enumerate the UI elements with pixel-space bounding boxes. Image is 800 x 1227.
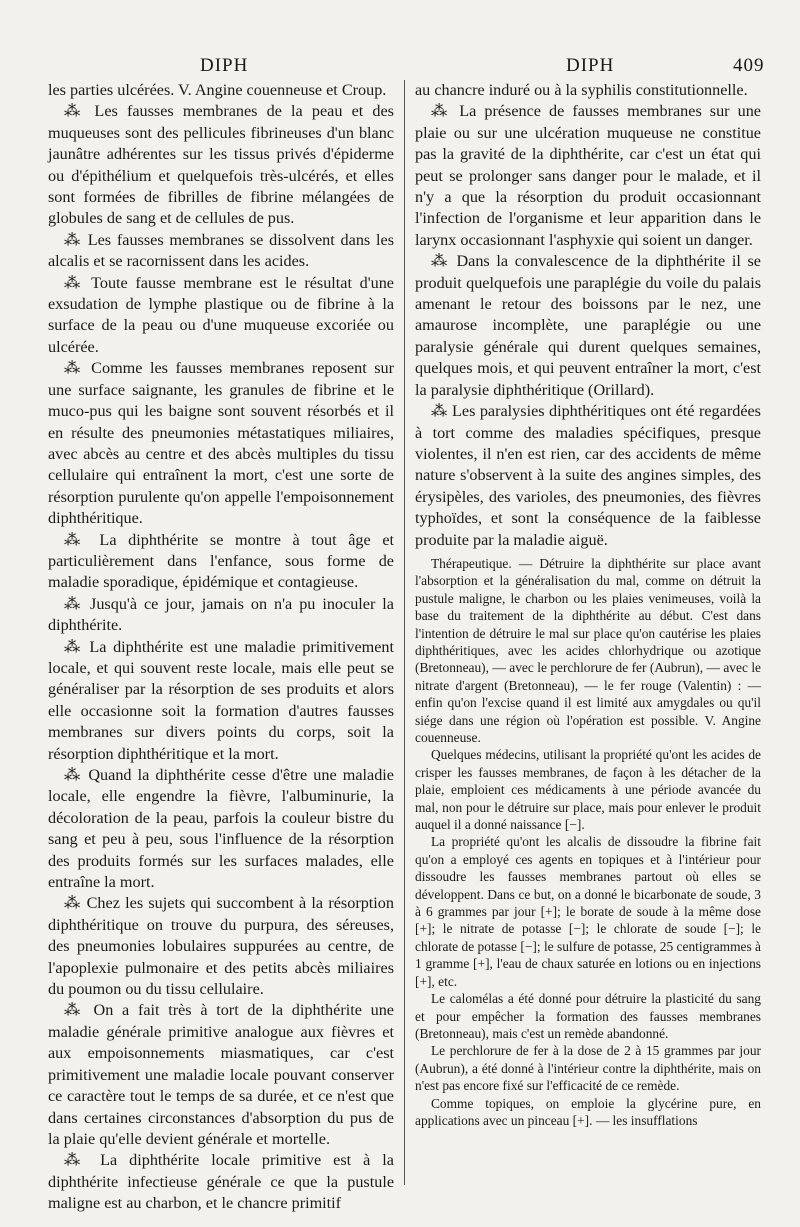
paragraph: ⁂ La diphthérite est une maladie primitivement locale, et qui souvent reste locale, mais elle peut se généraliser par la résorption de ses produits et alors elle occasionne soit la formation d'autres fausses membranes sur divers points du corps, soit la résorption diphthéritique et la mort.	[48, 637, 394, 763]
paragraph: ⁂ Dans la convalescence de la diphthérite il se produit quelquefois une paraplégie du voile du palais amenant le retour des boissons par le nez, une amaurose incomplète, une paraplégie ou une paralysie générale qui durent quelques semaines, quelques mois, et qui peuvent entraîner la mort, c'est la paralysie diphthéritique (Orillard).	[415, 252, 761, 399]
paragraph: ⁂ La présence de fausses membranes sur une plaie ou sur une ulcération muqueuse ne constitue pas la gravité de la diphthérite, car c'est un état qui peut se prolonger sans danger pour le malade, et il n'y a que la résorption du produit occasionnant l'infection de l'organisme et leur apparition dans le larynx occasionnant l'asphyxie qui soient un danger.	[415, 102, 761, 249]
paragraph: ⁂ Les fausses membranes de la peau et des muqueuses sont des pellicules fibrineuses d'un blanc jaunâtre adhérentes sur les tissus privés d'épiderme ou d'épithélium et quelquefois très-ulcérés, et elles sont formées de fibrilles de fibrine mélangées de globules de sang et de cellules de pus.	[48, 102, 394, 228]
paragraph: les parties ulcérées. V. Angine couenneuse et Croup.	[48, 81, 387, 99]
paragraph: ⁂ La diphthérite se montre à tout âge et particulièrement dans l'enfance, sous forme de maladie sporadique, épidémique et contagieuse.	[48, 530, 394, 592]
paragraph: ⁂ Chez les sujets qui succombent à la résorption diphthéritique on trouve du purpura, des séreuses, des pneumonies lobulaires suppurées au centre, de l'apoplexie pulmonaire et des petits abcès miliaires du poumon ou du tissu cellulaire.	[48, 894, 394, 999]
left-column	[48, 80, 394, 1215]
paragraph: ⁂ Les fausses membranes se dissolvent dans les alcalis et se racornissent dans les acides.	[48, 230, 394, 271]
paragraph: ⁂ Jusqu'à ce jour, jamais on n'a pu inoculer la diphthérite.	[48, 594, 394, 635]
paragraph: ⁂ La diphthérite locale primitive est à la diphthérite infectieuse générale ce que la pustule maligne est au charbon, et le chancre primitif	[48, 1151, 394, 1213]
paragraph: Comme topiques, on emploie la glycérine pure, en applications avec un pinceau [+]. — les insufflations	[415, 1095, 761, 1128]
column-divider	[404, 80, 405, 1185]
paragraph: La propriété qu'ont les alcalis de dissoudre la fibrine fait qu'on a employé ces agents en topiques et à l'intérieur pour dissoudre les fausses membranes partout où elles se développent. Dans ce but, on a donné le bicarbonate de soude, 3 à 6 grammes par jour [+]; le borate de soude à la même dose [+]; le nitrate de potasse [−]; le chlorate de soude [−]; le chlorate de potasse [−]; le sulfure de potasse, 25 centigrammes à 1 gramme [+], l'eau de chaux saturée en lotions ou en injections [+], etc.	[415, 834, 761, 989]
paragraph: ⁂ On a fait très à tort de la diphthérite une maladie générale primitive analogue aux fièvres et aux empoisonnements miasmatiques, car c'est primitivement une maladie locale pouvant conserver ce caractère tout le temps de sa durée, et ce n'est que dans certaines circonstances d'absorption du pus de la plaie qu'elle devient générale et mortelle.	[48, 1001, 394, 1148]
paragraph: ⁂ Quand la diphthérite cesse d'être une maladie locale, elle engendre la fièvre, l'albuminurie, la décoloration de la peau, parfois la couleur bistre du sang et peu à peu, sous l'influence de la résorption des produits formés sur les surfaces malades, elle entraîne la mort.	[48, 766, 394, 892]
paragraph: ⁂ Comme les fausses membranes reposent sur une surface saignante, les granules de fibrine et le muco-pus qui les baigne sont souvent résorbés et il en résulte des pneumonies métastatiques miliaires, avec abcès au centre et des abcès multiples du tissu cellulaire qui entraînent la mort, c'est une sorte de résorption purulente qu'on appelle l'empoisonnement diphthéritique.	[48, 359, 394, 528]
running-head-right: DIPH	[566, 55, 615, 76]
paragraph: au chancre induré ou à la syphilis constitutionnelle.	[415, 81, 748, 99]
running-head-left: DIPH	[200, 55, 249, 76]
paragraph: Le calomélas a été donné pour détruire la plasticité du sang et pour empêcher la formation des fausses membranes (Bretonneau), mais c'est un remède abandonné.	[415, 991, 761, 1041]
paragraph: Quelques médecins, utilisant la propriété qu'ont les acides de crisper les fausses membranes, de façon à les détacher de la plaie, emploient ces médicaments à une période avancée du mal, non pour le détruire sur place, mais pour enlever le produit auquel il a donné naissance [−].	[415, 747, 761, 833]
paragraph: ⁂ Toute fausse membrane est le résultat d'une exsudation de lymphe plastique ou de fibrine à la surface de la peau ou d'une muqueuse excoriée ou ulcérée.	[48, 273, 394, 356]
page-number: 409	[733, 55, 765, 76]
therapeutics-paragraph: Thérapeutique. — Détruire la diphthérite sur place avant l'absorption et la généralisation du mal, comme on détruit la pustule maligne, le charbon ou les plaies venimeuses, voilà la base du traitement de la diphthérite au début. C'est dans l'intention de détruire le mal sur place qu'on cautérise les plaies diphthéritiques, avec les acides chlorhydrique ou azotique (Bretonneau), — avec le perchlorure de fer (Aubrun), — avec le nitrate d'argent (Bretonneau), — le fer rouge (Valentin) : — enfin qu'on l'excise quand il est limité aux amygdales ou qu'il siége dans une région où l'opération est possible. V. Angine couenneuse.	[415, 555, 761, 745]
right-column	[415, 80, 761, 1129]
paragraph: Le perchlorure de fer à la dose de 2 à 15 grammes par jour (Aubrun), a été donné à l'intérieur contre la diphthérite, mais on n'est pas encore fixé sur l'efficacité de ce remède.	[415, 1043, 761, 1094]
paragraph: ⁂ Les paralysies diphthéritiques ont été regardées à tort comme des maladies spécifiques, presque violentes, il n'en est rien, car des accidents de même nature s'observent à la suite des angines simples, des érysipèles, des varioles, des pneumonies, des fièvres typhoïdes, et sont la conséquence de la faiblesse produite par la maladie aiguë.	[415, 402, 761, 549]
